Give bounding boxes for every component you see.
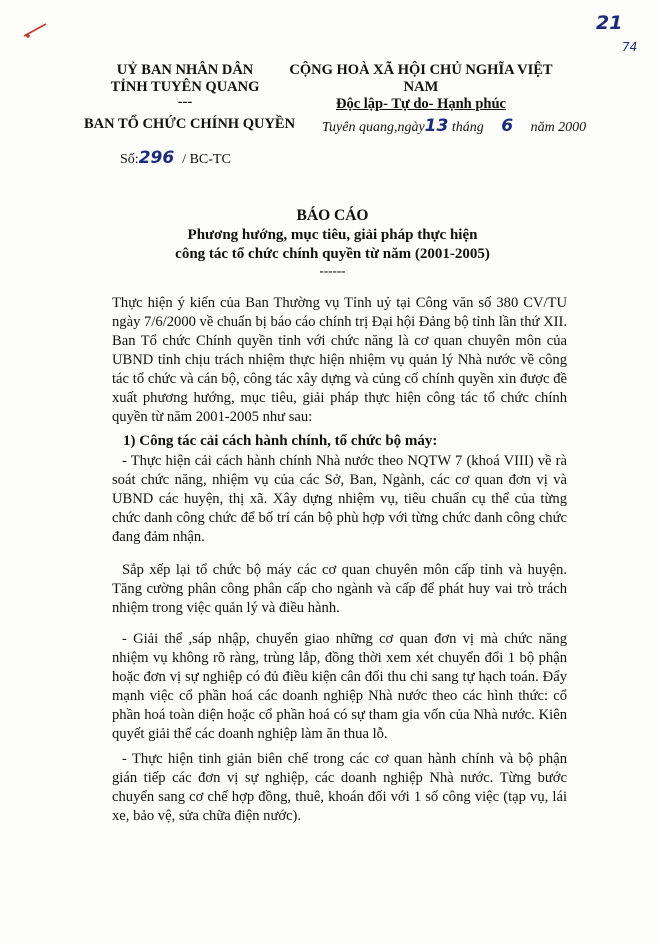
org-line-1: UỶ BAN NHÂN DÂN <box>116 62 254 78</box>
document-number <box>120 148 231 168</box>
org-separator: --- <box>177 94 193 110</box>
title-block <box>100 206 565 278</box>
date-prefix: Tuyên quang,ngày <box>322 120 425 135</box>
date-month-word: tháng <box>451 120 484 135</box>
intro-paragraph: Thực hiện ý kiến của Ban Thường vụ Tỉnh uỷ tại Công văn số 380 CV/TU ngày 7/6/2000 về chuẩn bị báo cáo chính trị Đại hội Đảng bộ tỉnh lần thứ XII. Ban Tổ chức Chính quyền tỉnh với chức năng là cơ quan chuyên môn của UBND tỉnh chịu trách nhiệm thực hiện nhiệm vụ quản lý Nhà nước về công tác tổ chức và cán bộ, công tác xây dựng và củng cố chính quyền xin được đề xuất phương hướng, mục tiêu, giải pháp thực hiện công tác tổ chức chính quyền từ năm 2001-2005 như sau: <box>112 295 567 425</box>
national-motto: Độc lập- Tự do- Hạnh phúc <box>336 96 506 112</box>
national-title: CỘNG HOÀ XÃ HỘI CHỦ NGHĨA VIỆT NAM <box>289 62 553 95</box>
corner-mark-right-2: 74 <box>622 40 638 54</box>
date-day: 13 <box>424 116 449 136</box>
org-line-2: TỈNH TUYÊN QUANG <box>110 79 260 95</box>
report-subtitle-2: công tác tổ chức chính quyền từ năm (2001-2005) <box>175 246 490 262</box>
number-value: 296 <box>138 148 175 168</box>
corner-mark-right: 21 <box>596 12 623 34</box>
report-title: BÁO CÁO <box>296 207 369 224</box>
report-subtitle-1: Phương hướng, mục tiêu, giải pháp thực hiện <box>187 227 478 243</box>
section-1-paragraph-4: - Thực hiện tinh giản biên chế trong các cơ quan hành chính và bộ phận gián tiếp các đơn vị sự nghiệp, các doanh nghiệp Nhà nước. Từng bước chuyển sang cơ chế hợp đồng, thuê, khoán đối với 1 số công việc (tạp vụ, lái xe, bảo vệ, sửa chữa điện nước). <box>112 751 567 824</box>
section-1-paragraph-3: - Giải thể ,sáp nhập, chuyển giao những cơ quan đơn vị mà chức năng nhiệm vụ không rõ ràng, trùng lắp, đồng thời xem xét chuyển đổi 1 bộ phận hoặc đơn vị sự nghiệp có đủ điều kiện cân đối thu chi sang tự hạch toán. Đẩy mạnh việc cổ phần hoá các doanh nghiệp Nhà nước theo các hình thức: cổ phần hoá toàn diện hoặc cổ phần hoá có sự tham gia vốn của Nhà nước. Kiên quyết giải thể các doanh nghiệp làm ăn thua lỗ. <box>112 631 567 742</box>
org-line-3: BAN TỔ CHỨC CHÍNH QUYỀN <box>84 116 296 132</box>
section-1-heading: 1) Công tác cải cách hành chính, tổ chức bộ máy: <box>123 433 438 449</box>
header-right <box>276 62 566 113</box>
title-separator: ------ <box>319 263 346 278</box>
section-1-paragraph-1: - Thực hiện cải cách hành chính Nhà nước theo NQTW 7 (khoá VIII) về rà soát chức năng, nhiệm vụ của các Sở, Ban, Ngành, các cơ quan đơn vị và UBND các huyện, thị xã. Xây dựng nhiệm vụ, tiêu chuẩn cụ thể của từng chức danh công chức để bố trí cán bộ phù hợp với từng chức danh công chức đang đảm nhận. <box>112 453 567 545</box>
number-prefix: Số: <box>120 152 139 167</box>
date-month: 6 <box>501 116 514 136</box>
date-year: năm 2000 <box>530 120 587 135</box>
corner-mark-left <box>22 18 50 40</box>
section-1-paragraph-2: Sắp xếp lại tổ chức bộ máy các cơ quan chuyên môn cấp tỉnh và huyện. Tăng cường phân công phân cấp cho ngành và cấp để phát huy vai trò trách nhiệm trong việc quản lý và điều hành. <box>112 562 567 616</box>
date-line <box>322 116 586 136</box>
header-left <box>100 62 270 108</box>
number-suffix: / BC-TC <box>182 152 231 167</box>
